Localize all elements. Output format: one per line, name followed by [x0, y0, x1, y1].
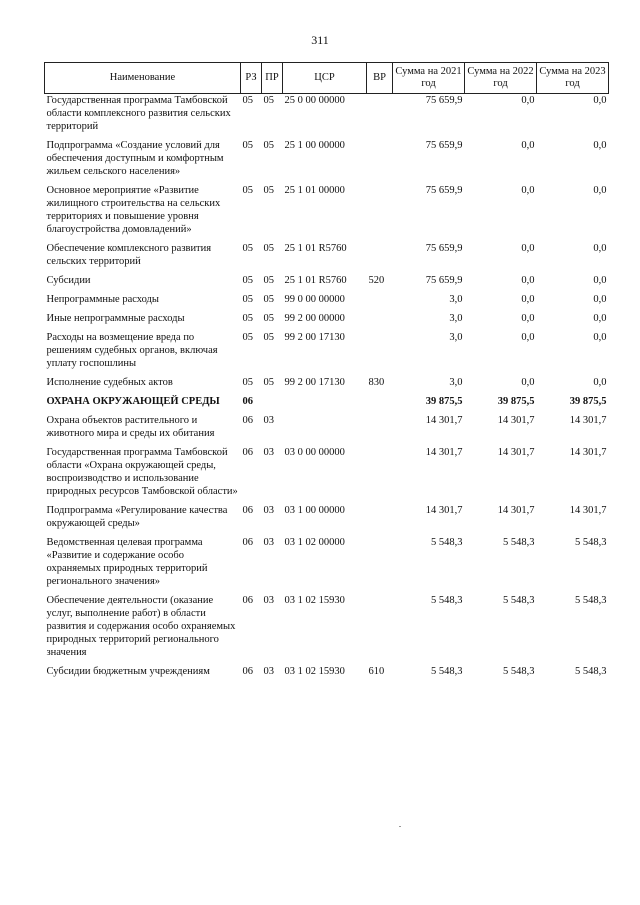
table-row: [45, 274, 609, 293]
cell-csr: 99 2 00 00000: [284, 313, 345, 324]
cell-rz: 05: [242, 243, 253, 254]
table-row: [45, 446, 609, 504]
table-header: [45, 63, 609, 94]
cell-sum-2021: 75 659,9: [425, 275, 463, 286]
cell-vr: [367, 395, 393, 414]
cell-vr: [367, 536, 393, 594]
cell-vr: [367, 312, 393, 331]
cell-name: Подпрограмма «Создание условий для обеспечения доступным и комфортным жильем сельского населения»: [46, 140, 224, 177]
table-row: [45, 293, 609, 312]
cell-csr: [283, 414, 367, 446]
cell-sum-2022: 0,0: [521, 185, 535, 196]
cell-sum-2021: 14 301,7: [425, 447, 463, 458]
cell-rz: 06: [242, 396, 253, 407]
cell-rz: 06: [242, 447, 253, 458]
cell-sum-2023: 5 548,3: [575, 666, 607, 677]
cell-sum-2022: 0,0: [521, 95, 535, 106]
cell-pr: [262, 395, 283, 414]
cell-pr: 03: [263, 415, 274, 426]
cell-csr: 03 1 02 00000: [284, 537, 345, 548]
cell-sum-2021: 75 659,9: [425, 185, 463, 196]
cell-sum-2022: 0,0: [521, 377, 535, 388]
cell-rz: 05: [242, 185, 253, 196]
cell-vr: [367, 446, 393, 504]
cell-sum-2021: 14 301,7: [425, 505, 463, 516]
table-row: [45, 376, 609, 395]
cell-sum-2022: 5 548,3: [503, 666, 535, 677]
cell-rz: 05: [242, 377, 253, 388]
table-row: [45, 536, 609, 594]
cell-vr: [367, 594, 393, 665]
cell-name: Обеспечение деятельности (оказание услуг, выполнение работ) в области развития и содержания особо охраняемых природных территорий регионального значения: [46, 595, 236, 658]
cell-vr: [367, 293, 393, 312]
cell-sum-2022: 39 875,5: [497, 396, 535, 407]
cell-sum-2023: 14 301,7: [569, 447, 607, 458]
cell-csr: 25 1 01 R5760: [284, 275, 347, 286]
cell-csr: [283, 395, 367, 414]
cell-rz: 05: [242, 313, 253, 324]
table-row: [45, 594, 609, 665]
cell-vr: 520: [368, 275, 385, 286]
table-row: [45, 331, 609, 376]
cell-sum-2021: 14 301,7: [425, 415, 463, 426]
cell-sum-2021: 39 875,5: [425, 396, 463, 407]
cell-pr: 03: [263, 505, 274, 516]
cell-csr: 99 0 00 00000: [284, 294, 345, 305]
table-row: [45, 94, 609, 140]
cell-name: Государственная программа Тамбовской области «Охрана окружающей среды, воспроизводство и использование природных ресурсов Тамбовской области»: [46, 447, 238, 497]
cell-sum-2023: 0,0: [593, 332, 607, 343]
cell-name: Охрана объектов растительного и животного мира и среды их обитания: [46, 415, 215, 439]
cell-name: Государственная программа Тамбовской области комплексного развития сельских территорий: [46, 95, 231, 132]
cell-sum-2023: 39 875,5: [569, 396, 607, 407]
cell-vr: [367, 504, 393, 536]
cell-sum-2021: 3,0: [449, 313, 463, 324]
cell-sum-2021: 3,0: [449, 294, 463, 305]
cell-pr: 05: [263, 95, 274, 106]
cell-rz: 05: [242, 95, 253, 106]
cell-sum-2023: 0,0: [593, 294, 607, 305]
cell-sum-2023: 0,0: [593, 275, 607, 286]
cell-sum-2022: 0,0: [521, 294, 535, 305]
cell-name: Ведомственная целевая программа «Развитие и содержание особо охраняемых природных территорий регионального значения»: [46, 537, 208, 587]
header-row: [45, 63, 609, 94]
header-sum-2023: Сумма на 2023 год: [537, 63, 609, 94]
cell-sum-2022: 5 548,3: [503, 595, 535, 606]
cell-rz: 06: [242, 537, 253, 548]
cell-pr: 05: [263, 185, 274, 196]
cell-csr: 99 2 00 17130: [284, 332, 345, 343]
cell-sum-2023: 0,0: [593, 377, 607, 388]
cell-vr: [367, 184, 393, 242]
header-pr: ПР: [262, 63, 283, 94]
cell-vr: [367, 331, 393, 376]
cell-rz: 06: [242, 666, 253, 677]
table-body: [45, 94, 609, 685]
cell-pr: 05: [263, 140, 274, 151]
cell-sum-2022: 5 548,3: [503, 537, 535, 548]
cell-sum-2023: 5 548,3: [575, 595, 607, 606]
cell-rz: 06: [242, 595, 253, 606]
scan-speck: [399, 826, 401, 827]
cell-name: Исполнение судебных актов: [46, 377, 173, 388]
cell-pr: 03: [263, 595, 274, 606]
cell-vr: [367, 94, 393, 140]
table-row: [45, 139, 609, 184]
cell-sum-2022: 14 301,7: [497, 505, 535, 516]
cell-name: Субсидии: [46, 275, 91, 286]
cell-sum-2021: 5 548,3: [431, 595, 463, 606]
cell-rz: 05: [242, 140, 253, 151]
header-rz: РЗ: [241, 63, 262, 94]
cell-vr: [367, 414, 393, 446]
cell-csr: 03 1 02 15930: [284, 666, 345, 677]
cell-name: Расходы на возмещение вреда по решениям судебных органов, включая уплату госпошлины: [46, 332, 218, 369]
cell-name: Основное мероприятие «Развитие жилищного строительства на сельских территориях и повышение уровня благоустройства домовладений»: [46, 185, 221, 235]
cell-sum-2021: 3,0: [449, 377, 463, 388]
cell-pr: 05: [263, 332, 274, 343]
cell-rz: 06: [242, 505, 253, 516]
cell-sum-2021: 75 659,9: [425, 95, 463, 106]
cell-csr: 03 1 00 00000: [284, 505, 345, 516]
table-row: [45, 184, 609, 242]
header-sum-2022: Сумма на 2022 год: [465, 63, 537, 94]
cell-csr: 03 1 02 15930: [284, 595, 345, 606]
budget-table: [44, 62, 609, 684]
cell-sum-2023: 14 301,7: [569, 415, 607, 426]
cell-pr: 05: [263, 294, 274, 305]
cell-name: Субсидии бюджетным учреждениям: [46, 666, 210, 677]
cell-csr: 99 2 00 17130: [284, 377, 345, 388]
cell-name: ОХРАНА ОКРУЖАЮЩЕЙ СРЕДЫ: [46, 396, 220, 407]
page-number: 311: [311, 33, 329, 47]
cell-sum-2021: 3,0: [449, 332, 463, 343]
cell-rz: 05: [242, 294, 253, 305]
cell-sum-2023: 5 548,3: [575, 537, 607, 548]
cell-sum-2022: 0,0: [521, 140, 535, 151]
cell-name: Подпрограмма «Регулирование качества окружающей среды»: [46, 505, 228, 529]
cell-sum-2022: 0,0: [521, 332, 535, 343]
table-row: [45, 504, 609, 536]
cell-pr: 05: [263, 243, 274, 254]
cell-rz: 05: [242, 332, 253, 343]
cell-rz: 05: [242, 275, 253, 286]
table-row: [45, 414, 609, 446]
cell-sum-2021: 5 548,3: [431, 537, 463, 548]
table-row: [45, 665, 609, 684]
cell-vr: 610: [368, 666, 385, 677]
cell-csr: 25 1 00 00000: [284, 140, 345, 151]
table-row: [45, 395, 609, 414]
cell-sum-2021: 75 659,9: [425, 140, 463, 151]
header-name: Наименование: [45, 63, 241, 94]
header-vr: ВР: [367, 63, 393, 94]
cell-sum-2021: 5 548,3: [431, 666, 463, 677]
cell-sum-2022: 14 301,7: [497, 447, 535, 458]
cell-sum-2022: 0,0: [521, 313, 535, 324]
cell-sum-2023: 0,0: [593, 243, 607, 254]
cell-pr: 03: [263, 447, 274, 458]
cell-pr: 05: [263, 275, 274, 286]
cell-sum-2023: 0,0: [593, 313, 607, 324]
cell-vr: 830: [368, 377, 385, 388]
cell-csr: 25 1 01 R5760: [284, 243, 347, 254]
cell-pr: 03: [263, 537, 274, 548]
cell-sum-2023: 0,0: [593, 140, 607, 151]
cell-csr: 03 0 00 00000: [284, 447, 345, 458]
cell-sum-2022: 0,0: [521, 243, 535, 254]
cell-name: Иные непрограммные расходы: [46, 313, 185, 324]
cell-csr: 25 1 01 00000: [284, 185, 345, 196]
cell-vr: [367, 139, 393, 184]
cell-name: Обеспечение комплексного развития сельских территорий: [46, 243, 212, 267]
cell-pr: 03: [263, 666, 274, 677]
cell-sum-2022: 0,0: [521, 275, 535, 286]
header-csr: ЦСР: [283, 63, 367, 94]
cell-sum-2023: 0,0: [593, 185, 607, 196]
cell-sum-2023: 14 301,7: [569, 505, 607, 516]
cell-pr: 05: [263, 377, 274, 388]
cell-sum-2021: 75 659,9: [425, 243, 463, 254]
cell-csr: 25 0 00 00000: [284, 95, 345, 106]
header-sum-2021: Сумма на 2021 год: [393, 63, 465, 94]
cell-rz: 06: [242, 415, 253, 426]
cell-sum-2023: 0,0: [593, 95, 607, 106]
cell-name: Непрограммные расходы: [46, 294, 159, 305]
table-row: [45, 312, 609, 331]
table-row: [45, 242, 609, 274]
cell-pr: 05: [263, 313, 274, 324]
cell-vr: [367, 242, 393, 274]
cell-sum-2022: 14 301,7: [497, 415, 535, 426]
